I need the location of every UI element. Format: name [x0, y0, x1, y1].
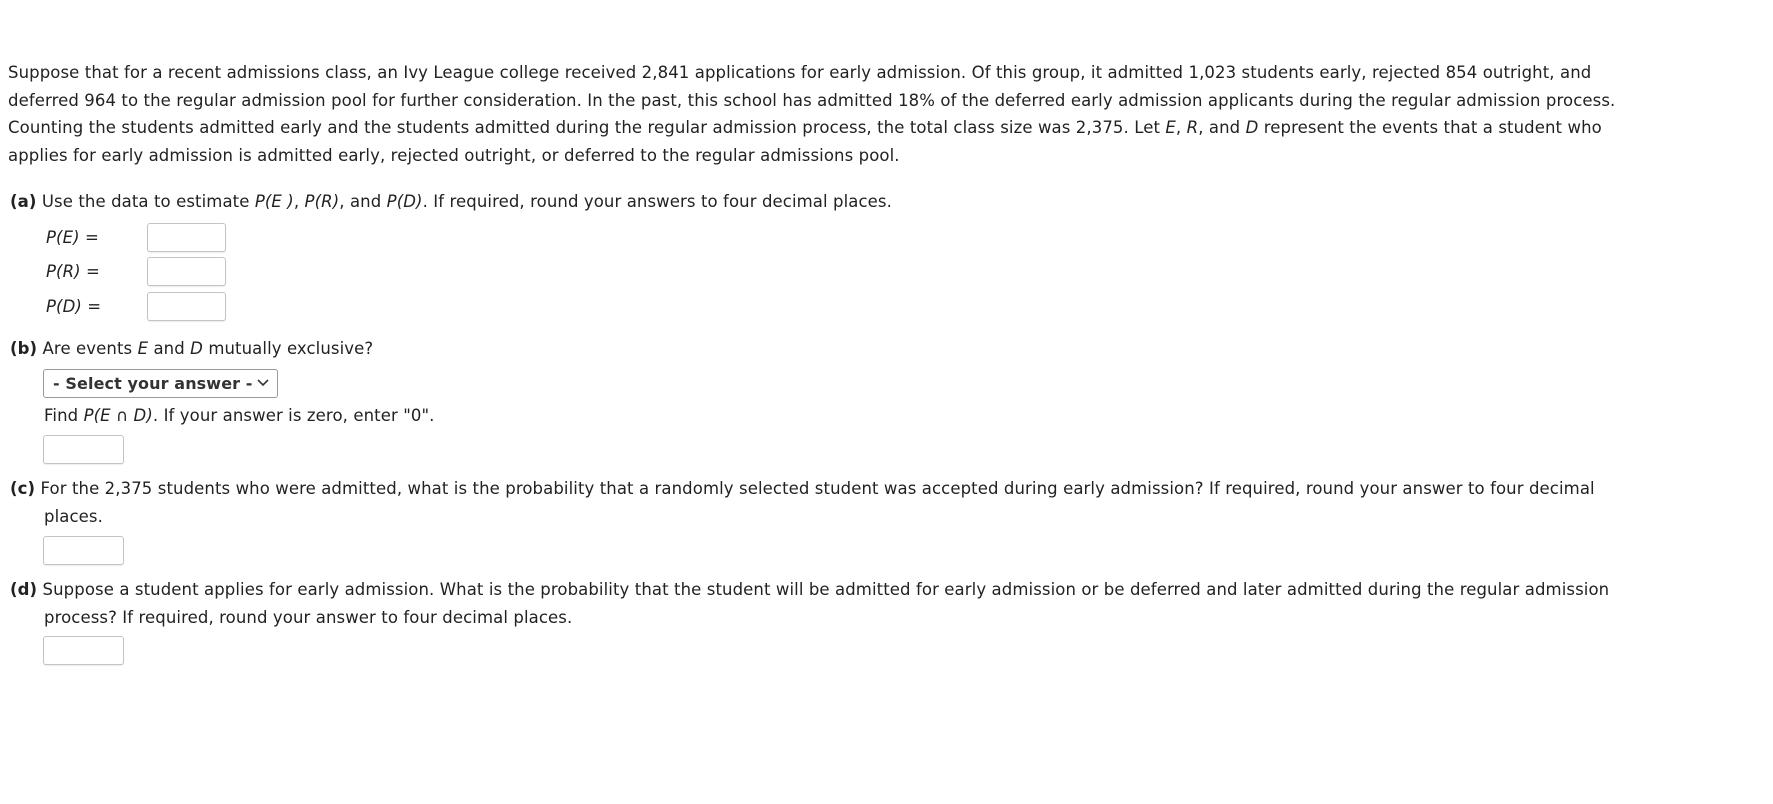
intro-line-2: deferred 964 to the regular admission pool for further consideration. In the past, this school has admitted 18% of the deferred early admission applicants during the regular admission process. — [8, 90, 1616, 110]
part-a-sep: , — [293, 192, 305, 211]
pe-label — [46, 224, 99, 252]
part-c-input[interactable] — [43, 536, 124, 565]
intro-event-e: E — [1165, 118, 1176, 138]
part-a-pd: P(D) — [386, 192, 423, 211]
part-a-label: (a) — [10, 192, 37, 211]
problem-intro — [8, 59, 1768, 170]
part-d-label: (d) — [10, 580, 38, 599]
pd-label-text: P(D) — [46, 297, 82, 316]
intro-sep: , and — [1198, 118, 1246, 138]
intro-line-3-end: represent the events that a student who — [1258, 118, 1602, 138]
part-a-pe: P(E ) — [254, 192, 294, 211]
intro-line-4: applies for early admission is admitted early, rejected outright, or deferred to the regular admissions pool. — [8, 146, 900, 166]
part-b-label: (b) — [10, 339, 38, 358]
part-b-event-e: E — [137, 339, 149, 358]
part-b-event-d: D — [190, 339, 203, 358]
part-d-input[interactable] — [43, 636, 124, 665]
intro-sep: , — [1175, 118, 1187, 138]
pr-label — [46, 258, 100, 286]
pd-label — [46, 293, 101, 321]
part-a-question — [10, 188, 892, 216]
pe-label-text: P(E) — [46, 228, 80, 247]
pe-input[interactable] — [147, 223, 226, 252]
equals-sign: = — [79, 228, 99, 247]
intro-event-d: D — [1245, 118, 1259, 138]
part-a-text-end: . If required, round your answers to four decimal places. — [422, 192, 892, 211]
part-b-text-mid: and — [148, 339, 191, 358]
intro-line-3-text: Counting the students admitted early and the students admitted during the regular admission process, the total class size was 2,375. Let — [8, 118, 1166, 138]
chevron-down-icon — [256, 375, 270, 389]
part-c-question — [10, 475, 1595, 503]
find-pre: Find — [44, 406, 84, 425]
intersection-input[interactable] — [43, 435, 124, 464]
part-a-sep: , and — [339, 192, 387, 211]
find-post: . If your answer is zero, enter "0". — [152, 406, 435, 425]
pd-input[interactable] — [147, 292, 226, 321]
part-b-question — [10, 335, 373, 363]
part-b-text-end: mutually exclusive? — [202, 339, 374, 358]
part-b-find-text — [44, 402, 435, 430]
intro-line-1: Suppose that for a recent admissions class, an Ivy League college received 2,841 applications for early admission. Of this group, it admitted 1,023 students early, rejected 854 outright, and — [8, 63, 1592, 82]
mutually-exclusive-select[interactable] — [43, 369, 278, 398]
find-expr: P(E ∩ D) — [83, 406, 153, 425]
part-b-text: Are events — [37, 339, 138, 358]
part-c-text-line-2: places. — [44, 507, 103, 526]
part-c-text: For the 2,375 students who were admitted, what is the probability that a randomly selected student was accepted during early admission? If required, round your answer to four decimal — [35, 479, 1595, 498]
pr-input[interactable] — [147, 257, 226, 286]
part-a-text: Use the data to estimate — [36, 192, 255, 211]
equals-sign: = — [80, 262, 100, 281]
intro-event-r: R — [1186, 118, 1199, 138]
part-d-question — [10, 576, 1609, 604]
select-value: - Select your answer - — [53, 374, 253, 393]
part-d-text: Suppose a student applies for early admission. What is the probability that the student will be admitted for early admission or be deferred and later admitted during the regular admission — [37, 580, 1610, 599]
part-d-text-line-2: process? If required, round your answer to four decimal places. — [44, 608, 573, 627]
intro-line-3 — [8, 118, 1602, 137]
part-c-label: (c) — [10, 479, 36, 498]
pr-label-text: P(R) — [46, 262, 81, 281]
equals-sign: = — [81, 297, 102, 316]
part-a-pr: P(R) — [304, 192, 340, 211]
